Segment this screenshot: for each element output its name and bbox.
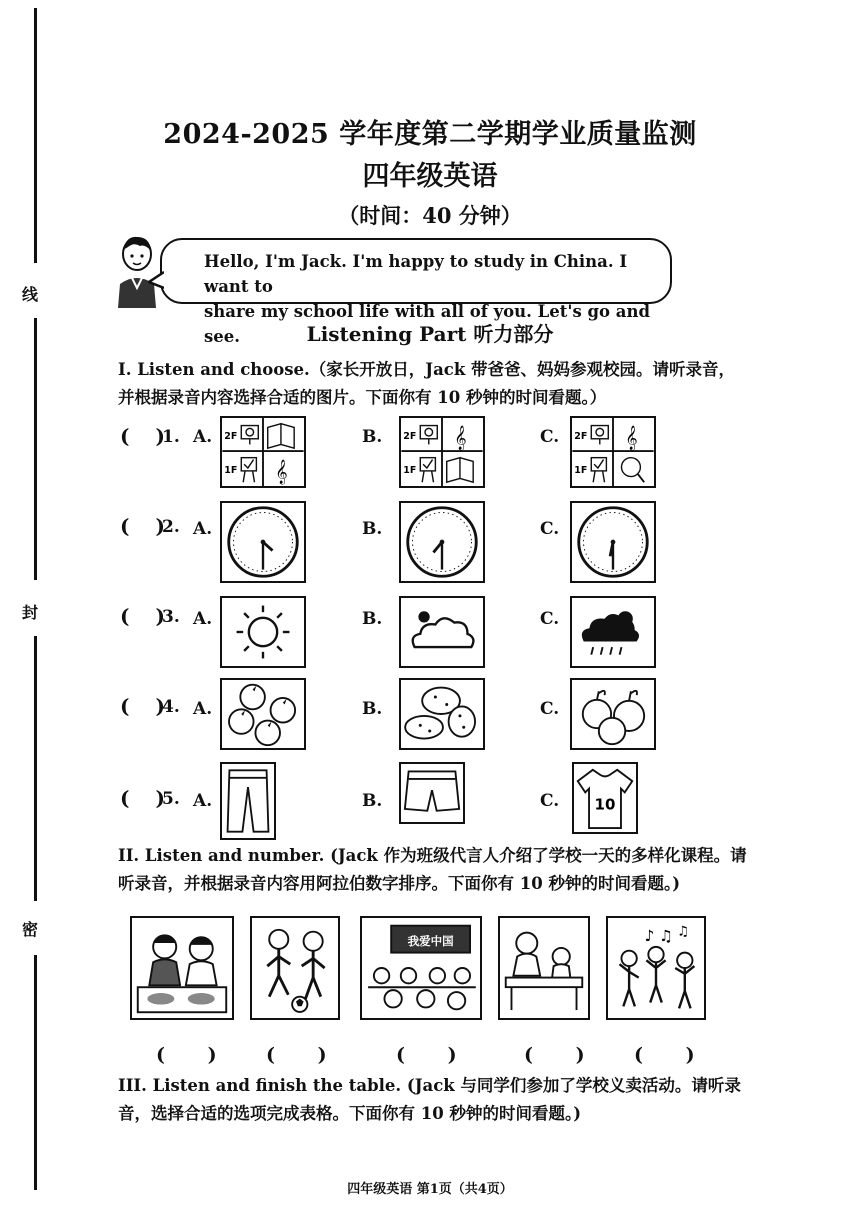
q1b-2f-label: 2F [403, 430, 417, 442]
section3-line2: 音，选择合适的选项完成表格。下面你有 10 秒钟的时间看题。) [118, 1104, 582, 1123]
q4-option-b-label: B. [362, 699, 383, 719]
number-pic-sports [250, 916, 340, 1020]
q4-number: 4. [162, 697, 180, 717]
number-blank-1[interactable]: ( ) [156, 1044, 235, 1066]
q2-option-c-label: C. [540, 519, 560, 539]
number-pic-music [606, 916, 706, 1020]
binding-line-mid1 [34, 318, 37, 580]
q2-number: 2. [162, 517, 180, 537]
number-pic-lunch [130, 916, 234, 1020]
q3-option-c-rainy[interactable] [570, 596, 656, 668]
exam-time: （时间：40 分钟） [338, 203, 522, 228]
number-blank-3[interactable]: ( ) [396, 1044, 475, 1066]
section2-line2: 听录音，并根据录音内容用阿拉伯数字排序。下面你有 10 秒钟的时间看题。) [118, 874, 681, 893]
q4-answer-paren[interactable]: ( ) [120, 694, 165, 718]
q5-option-c-label: C. [540, 791, 560, 811]
section3-line1: III. Listen and finish the table. (Jack 与同学们参加了学校义卖活动。请听录 [118, 1076, 741, 1095]
q4-option-c-apples[interactable] [570, 678, 656, 750]
margin-char-feng: 封 [22, 603, 39, 622]
margin-char-xian: 线 [22, 285, 39, 304]
section3-instructions [118, 1072, 758, 1128]
q3-option-b-cloudy[interactable] [399, 596, 485, 668]
bubble-line-2: share my school life with all of you. Let's go and see. [204, 302, 650, 346]
q4-option-b-potatoes[interactable] [399, 678, 485, 750]
q2-option-c-clock[interactable] [570, 501, 656, 583]
q3-option-a-sunny[interactable] [220, 596, 306, 668]
q1-option-b-floorplan[interactable] [399, 416, 485, 488]
svg-text:♫: ♫ [677, 924, 690, 940]
board-text: 我爱中国 [407, 933, 454, 948]
q4-option-c-label: C. [540, 699, 560, 719]
section1-instructions [118, 356, 738, 412]
binding-line-bottom [34, 955, 37, 1190]
q2-option-b-label: B. [362, 519, 383, 539]
q5-option-c-tshirt[interactable] [572, 762, 638, 834]
q5-option-a-label: A. [193, 791, 213, 811]
q2-option-a-label: A. [193, 519, 213, 539]
section2-instructions [118, 842, 758, 898]
q3-option-a-label: A. [193, 609, 213, 629]
q1-option-a-floorplan[interactable] [220, 416, 306, 488]
bubble-tail [148, 270, 164, 290]
q1b-1f-label: 1F [403, 464, 417, 476]
svg-text:♪ ♫: ♪ ♫ [644, 927, 673, 946]
q1-option-b-label: B. [362, 427, 383, 447]
q2-option-a-clock[interactable] [220, 501, 306, 583]
page-footer: 四年级英语 第1页（共4页） [347, 1182, 513, 1197]
q5-option-b-label: B. [362, 791, 383, 811]
section1-line1: I. Listen and choose.（家长开放日，Jack 带爸爸、妈妈参观校园。请听录音， [118, 360, 736, 379]
q5-option-a-trousers[interactable] [220, 762, 276, 840]
q1-option-a-label: A. [193, 427, 213, 447]
number-blank-4[interactable]: ( ) [524, 1044, 603, 1066]
q4-option-a-label: A. [193, 699, 213, 719]
q5-answer-paren[interactable]: ( ) [120, 786, 165, 810]
exam-subtitle: 四年级英语 [362, 161, 498, 192]
number-pic-art [498, 916, 590, 1020]
listening-part-title: Listening Part 听力部分 [306, 322, 554, 346]
margin-char-mi: 密 [22, 920, 39, 939]
q1c-1f-label: 1F [574, 464, 588, 476]
q3-number: 3. [162, 607, 180, 627]
section2-line1: II. Listen and number. (Jack 作为班级代言人介绍了学校一天的多样化课程。请 [118, 846, 747, 865]
q1a-2f-label: 2F [224, 430, 238, 442]
bubble-line-1: Hello, I'm Jack. I'm happy to study in China. I want to [204, 252, 628, 296]
q1-answer-paren[interactable]: ( ) [120, 424, 165, 448]
q1a-1f-label: 1F [224, 464, 238, 476]
svg-text:𝄞: 𝄞 [454, 425, 467, 450]
q5-number: 5. [162, 789, 180, 809]
q3-answer-paren[interactable]: ( ) [120, 604, 165, 628]
q3-option-b-label: B. [362, 609, 383, 629]
section1-line2: 并根据录音内容选择合适的图片。下面你有 10 秒钟的时间看题。） [118, 388, 607, 407]
binding-line-mid2 [34, 636, 37, 901]
q4-option-a-tomatoes[interactable] [220, 678, 306, 750]
number-pic-classroom [360, 916, 482, 1020]
q2-answer-paren[interactable]: ( ) [120, 514, 165, 538]
q3-option-c-label: C. [540, 609, 560, 629]
svg-text:𝄞: 𝄞 [625, 425, 638, 450]
tshirt-number: 10 [594, 795, 616, 814]
number-blank-5[interactable]: ( ) [634, 1044, 713, 1066]
q1c-2f-label: 2F [574, 430, 588, 442]
svg-text:𝄞: 𝄞 [275, 459, 288, 484]
number-blank-2[interactable]: ( ) [266, 1044, 345, 1066]
q1-option-c-label: C. [540, 427, 560, 447]
q2-option-b-clock[interactable] [399, 501, 485, 583]
q5-option-b-shorts[interactable] [399, 762, 465, 824]
q1-number: 1. [162, 427, 180, 447]
exam-title: 2024-2025 学年度第二学期学业质量监测 [163, 119, 697, 150]
q1-option-c-floorplan[interactable] [570, 416, 656, 488]
